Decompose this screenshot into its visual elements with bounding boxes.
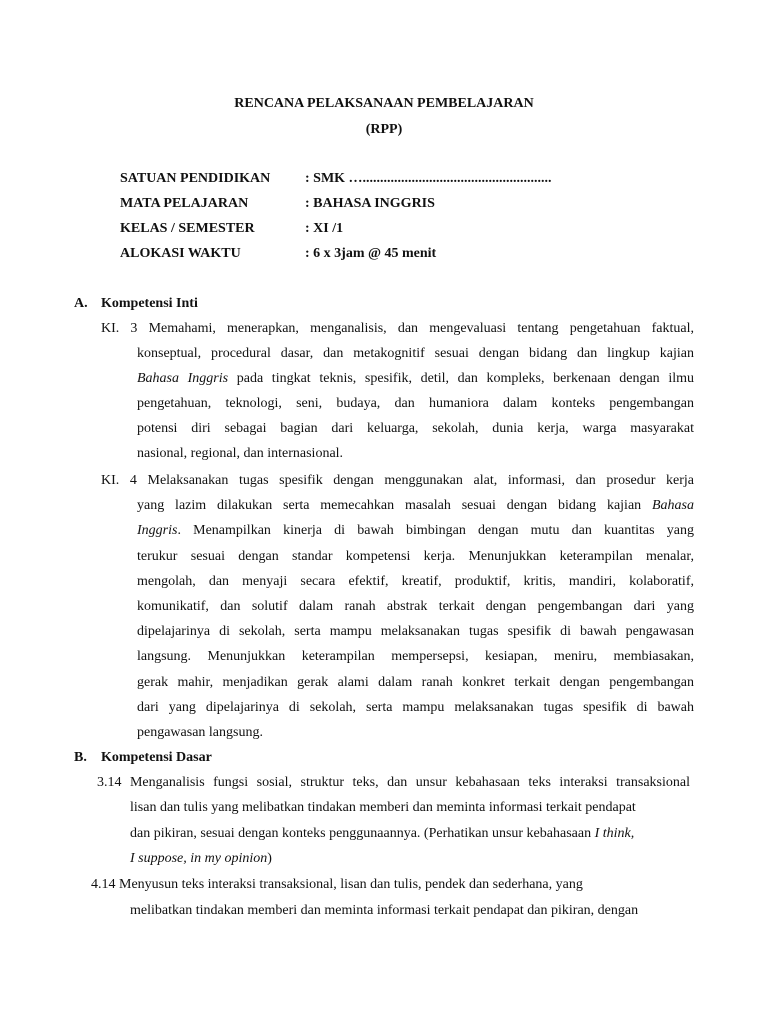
text-span: ) <box>267 850 272 866</box>
italic-text: I think, <box>594 825 635 841</box>
text-line: lisan dan tulis yang melibatkan tindakan memberi dan meminta informasi terkait pendapat <box>130 800 636 816</box>
section-title: Kompetensi Inti <box>101 296 198 311</box>
text-line: potensi diri sebagai bagian dari keluarga, sekolah, dunia kerja, warga masyarakat <box>137 421 694 436</box>
italic-text: Bahasa <box>652 498 694 514</box>
text-line: langsung. Menunjukkan keterampilan mempersepsi, kesiapan, meniru, membiasakan, <box>137 649 694 665</box>
text-line: 4.14 Menyusun teks interaksi transaksional, lisan dan tulis, pendek dan sederhana, yang <box>91 877 583 892</box>
text-line: konseptual, procedural dasar, dan metakognitif sesuai dengan bidang dan lingkup kajian <box>137 346 694 361</box>
text-line: 3.14 Menganalisis fungsi sosial, struktur teks, dan unsur kebahasaan teks interaksi transaksional <box>97 775 690 790</box>
italic-text: Bahasa Inggris <box>137 371 229 386</box>
doc-subtitle: (RPP) <box>365 122 403 137</box>
italic-text: Inggris <box>137 523 178 539</box>
info-value: : 6 x 3jam @ 45 menit <box>305 246 437 261</box>
text-line: dipelajarinya di sekolah, serta mampu melaksanakan tugas spesifik di bawah pengawasan <box>137 624 694 640</box>
text-line: pengetahuan, teknologi, seni, budaya, dan humaniora dalam konteks pengembangan <box>137 396 694 411</box>
text-span: KI. 4 Melaksanakan tugas spesifik dengan menggunakan alat, informasi, dan prosedur kerja <box>101 473 694 488</box>
info-value: : BAHASA INGGRIS <box>305 196 435 211</box>
text-line: dari yang dipelajarinya di sekolah, serta mampu melaksanakan tugas spesifik di bawah <box>137 699 694 715</box>
text-span: . Menampilkan kinerja di bawah bimbingan dengan mutu dan kuantitas yang <box>177 523 694 539</box>
text-line: komunikatif, dan solutif dalam ranah abstrak terkait dengan pengembangan dari yang <box>137 599 694 614</box>
info-value: : XI /1 <box>305 221 344 236</box>
doc-title: RENCANA PELAKSANAAN PEMBELAJARAN <box>234 96 534 111</box>
text-line <box>137 370 694 387</box>
text-line <box>137 497 694 514</box>
text-line: KI. 3 Memahami, menerapkan, menganalisis, dan mengevaluasi tentang pengetahuan faktual, <box>101 321 694 336</box>
text-line: gerak mahir, menjadikan gerak alami dalam ranah konkret terkait dengan pengembangan <box>137 674 694 690</box>
text-line: pengawasan langsung. <box>137 725 263 740</box>
text-line: melibatkan tindakan memberi dan meminta informasi terkait pendapat dan pikiran, dengan <box>130 902 639 918</box>
section-letter: A. <box>74 296 88 311</box>
info-label: ALOKASI WAKTU <box>120 246 241 261</box>
text-line <box>137 522 694 539</box>
section-letter: B. <box>74 750 87 765</box>
text-line: mengolah, dan menyaji secara efektif, kreatif, produktif, kritis, mandiri, kolaboratif, <box>137 573 694 589</box>
text-line <box>101 472 694 489</box>
text-span: dan pikiran, sesuai dengan konteks penggunaannya. (Perhatikan unsur kebahasaan <box>130 825 595 841</box>
text-line: terukur sesuai dengan standar kompetensi kerja. Menunjukkan keterampilan menalar, <box>137 548 694 564</box>
italic-text: I suppose, in my opinion <box>130 850 268 866</box>
text-line <box>130 825 690 842</box>
info-label: KELAS / SEMESTER <box>120 221 255 236</box>
text-span: pada tingkat teknis, spesifik, detil, dan kompleks, berkenaan dengan ilmu <box>228 371 694 386</box>
section-title: Kompetensi Dasar <box>101 750 212 765</box>
text-line: nasional, regional, dan internasional. <box>137 446 344 461</box>
info-value: : SMK …...................................................... <box>305 171 552 186</box>
info-label: SATUAN PENDIDIKAN <box>120 171 271 186</box>
info-label: MATA PELAJARAN <box>120 196 249 211</box>
text-span: yang lazim dilakukan serta memecahkan masalah sesuai dengan bidang kajian <box>137 498 652 514</box>
text-line <box>130 850 690 867</box>
